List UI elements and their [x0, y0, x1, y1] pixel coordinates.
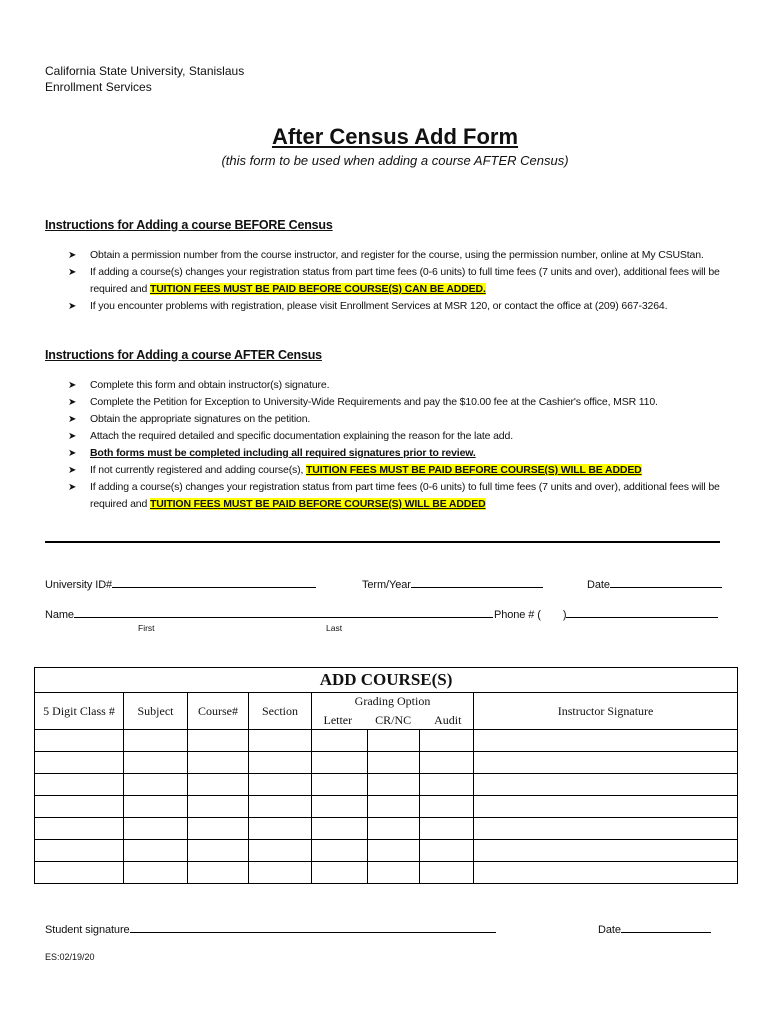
term-year-field[interactable]	[362, 576, 543, 591]
arrow-bullet-icon: ➤	[68, 397, 77, 408]
grading-audit: Audit	[434, 713, 462, 727]
last-name-sublabel: Last	[326, 623, 343, 633]
before-census-list	[68, 247, 728, 315]
name-line[interactable]	[74, 606, 493, 618]
tuition-warning: TUITION FEES MUST BE PAID BEFORE COURSE(S) CAN BE ADDED.	[149, 283, 486, 295]
date-field[interactable]	[587, 576, 722, 591]
list-item: ➤ Complete this form and obtain instructor(s) signature.	[68, 377, 728, 394]
first-name-sublabel: First	[138, 623, 155, 633]
list-item: ➤ Obtain a permission number from the course instructor, and register for the course, using the permission number, online at My CSUStan.	[68, 247, 728, 264]
divider	[45, 541, 720, 543]
table-row	[35, 752, 738, 774]
arrow-bullet-icon: ➤	[68, 465, 77, 476]
signature-date-label: Date	[598, 924, 621, 936]
phone-label: Phone # (	[494, 609, 541, 621]
arrow-bullet-icon: ➤	[68, 414, 77, 425]
after-census-heading: Instructions for Adding a course AFTER Census	[45, 348, 322, 362]
col-section: Section	[249, 693, 312, 730]
list-item: ➤ Obtain the appropriate signatures on the petition.	[68, 411, 728, 428]
table-title: ADD COURSE(S)	[35, 668, 738, 693]
arrow-bullet-icon: ➤	[68, 267, 77, 278]
signature-date-field[interactable]	[598, 921, 711, 936]
table-row	[35, 818, 738, 840]
list-item: ➤ If you encounter problems with registration, please visit Enrollment Services at MSR 120, or contact the office at (209) 667-3264.	[68, 298, 728, 315]
list-item: ➤ If not currently registered and adding course(s), TUITION FEES MUST BE PAID BEFORE COURSE(S) WILL BE ADDED	[68, 462, 728, 479]
signature-date-line[interactable]	[621, 921, 711, 933]
after-census-list	[68, 377, 728, 513]
list-item: ➤ If adding a course(s) changes your registration status from part time fees (0-6 units) to full time fees (7 units and over), additional fees will be required and TUITION FEES MUST BE PAID BEFORE COURSE(S) CAN BE ADDED.	[68, 266, 720, 295]
table-row	[35, 862, 738, 884]
table-row	[35, 730, 738, 752]
table-row	[35, 796, 738, 818]
col-class-number: 5 Digit Class #	[35, 693, 124, 730]
date-line[interactable]	[610, 576, 722, 588]
university-name: California State University, Stanislaus	[45, 64, 245, 78]
form-subtitle: (this form to be used when adding a course AFTER Census)	[221, 153, 569, 168]
student-signature-line[interactable]	[130, 921, 496, 933]
col-instructor-signature: Instructor Signature	[474, 693, 738, 730]
university-id-label: University ID#	[45, 579, 113, 591]
phone-line[interactable]	[566, 606, 718, 618]
grading-option-title: Grading Option	[354, 694, 431, 708]
phone-field[interactable]: Phone # ( )	[494, 606, 718, 621]
grading-letter: Letter	[323, 713, 353, 727]
before-census-heading: Instructions for Adding a course BEFORE Census	[45, 218, 333, 232]
col-subject: Subject	[124, 693, 188, 730]
add-courses-table	[34, 667, 738, 884]
list-item: ➤ Both forms must be completed including all required signatures prior to review.	[68, 445, 728, 462]
tuition-warning: TUITION FEES MUST BE PAID BEFORE COURSE(S) WILL BE ADDED	[149, 498, 486, 510]
list-item: ➤ If adding a course(s) changes your registration status from part time fees (0-6 units) to full time fees (7 units and over), additional fees will be required and TUITION FEES MUST BE PAID BEFORE COURSE(S) WILL BE ADDED	[68, 481, 720, 510]
student-signature-field[interactable]	[45, 921, 496, 936]
date-label: Date	[587, 579, 610, 591]
arrow-bullet-icon: ➤	[68, 482, 77, 493]
table-row	[35, 774, 738, 796]
university-id-line[interactable]	[112, 576, 316, 588]
term-year-label: Term/Year	[362, 579, 411, 591]
form-code: ES:02/19/20	[45, 952, 95, 962]
name-label: Name	[45, 609, 74, 621]
col-grading-option	[312, 693, 474, 730]
list-item: ➤ Attach the required detailed and specific documentation explaining the reason for the late add.	[68, 428, 728, 445]
department-name: Enrollment Services	[45, 80, 152, 94]
form-title: After Census Add Form	[271, 124, 519, 149]
arrow-bullet-icon: ➤	[68, 301, 77, 312]
tuition-warning: TUITION FEES MUST BE PAID BEFORE COURSE(S) WILL BE ADDED	[306, 464, 642, 476]
arrow-bullet-icon: ➤	[68, 250, 77, 261]
col-course: Course#	[188, 693, 249, 730]
arrow-bullet-icon: ➤	[68, 448, 77, 459]
arrow-bullet-icon: ➤	[68, 380, 77, 391]
name-field[interactable]	[45, 606, 493, 621]
list-item: ➤ Complete the Petition for Exception to University-Wide Requirements and pay the $10.00 fee at the Cashier's office, MSR 110.	[68, 394, 728, 411]
student-signature-label: Student signature	[45, 924, 130, 936]
table-row	[35, 840, 738, 862]
grading-crnc: CR/NC	[375, 713, 412, 727]
term-year-line[interactable]	[411, 576, 543, 588]
university-id-field[interactable]	[45, 576, 316, 591]
arrow-bullet-icon: ➤	[68, 431, 77, 442]
